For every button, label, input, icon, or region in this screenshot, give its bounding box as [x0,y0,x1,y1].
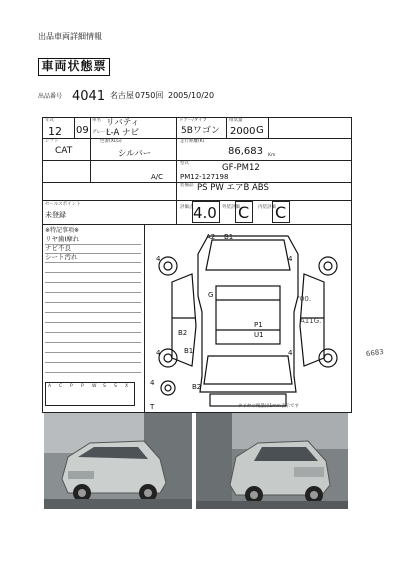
margin-note-number: 6683 [365,347,385,359]
venue: 名古屋 [110,91,134,100]
overall-score: 4.0 [193,204,217,222]
sheet-banner: 車両状態票 [38,58,110,76]
color-label: 色番(XLG) [100,139,122,144]
interior-score-label: 内装評価 [258,205,276,210]
model-value: GF-PM12 [222,163,260,173]
fuel-value: G [256,125,264,136]
auction-date: 2005/10/20 [168,91,215,100]
mark-p1: P1 [254,321,263,329]
mark-tire-rl: 4 [156,349,161,357]
month-value: 09 [76,125,89,136]
vehicle-photo-front [44,413,192,509]
mark-u1: U1 [254,331,264,339]
mark-b2-left: B2 [178,329,188,337]
margin-note-year: '00. [298,295,312,303]
year-value: 12 [48,125,62,138]
mileage-value: 86,683 [228,146,263,157]
interior-score: C [275,203,287,222]
color-value: シルバー [118,149,152,159]
door-type-label: ドアー/タイプ [179,118,208,123]
mark-tire-fr: 4 [288,255,293,263]
equipment-label: 装備品 [180,183,194,188]
margin-note-code: A11G. [300,317,322,325]
mark-b1-left: B1 [184,347,194,355]
page-title: 出品車両詳細情報 [38,32,102,41]
session: 0750回 [135,91,164,100]
sales-point-label: セールスポイント [45,202,81,207]
mark-tire-fl: 4 [156,255,161,263]
note-line-3: シート汚れ [45,253,78,261]
shift-value: CAT [55,146,73,156]
lot-number: 4041 [72,89,106,104]
door-type: 5Bワゴン [181,126,220,136]
equipment-grid: A C P P W S S X [45,382,135,406]
note-line-2: ナビ不良 [45,244,71,252]
mark-b2-rear: B2 [192,383,202,391]
mark-center-g: G [208,291,214,299]
sales-point-value: 未登録 [45,211,66,219]
note-line-1: リヤ歯I摩れ [45,235,80,243]
mark-tire-rr: 4 [288,349,293,357]
exterior-score-label: 外装評価 [222,205,240,210]
mark-b1-top: B1 [224,233,234,241]
model-label: 型式 [180,161,189,166]
mark-a2: A2 [206,233,216,241]
equipment-value: PS PW エアB ABS [197,183,269,193]
cc-label: 排気量 [229,118,243,123]
year-label: 年式 [45,118,54,123]
overall-score-label: 評価点 [180,205,194,210]
vehicle-photo-rear [196,413,348,509]
ac-value: A/C [151,173,164,181]
mark-spare: 4 [150,379,155,387]
mark-t: T [150,403,155,411]
tire-note: タイヤの残量は1mm表示です [238,404,300,409]
mileage-unit: Km [268,153,276,158]
notes-title: ※特記事項※ [45,227,80,234]
car-name: リバティ [106,118,140,128]
shift-label: シフト [45,139,59,144]
car-name-label: 車名 [92,118,101,123]
grade-value: L-A ナビ [106,128,139,138]
lot-label: 出品番号 [38,93,63,100]
exterior-score: C [238,203,250,222]
mileage-label: 走行距離(K) [180,139,205,144]
grade-label: グレード [92,130,110,135]
cc-value: 2000 [230,126,256,137]
frame-number: PM12-127198 [180,173,229,181]
